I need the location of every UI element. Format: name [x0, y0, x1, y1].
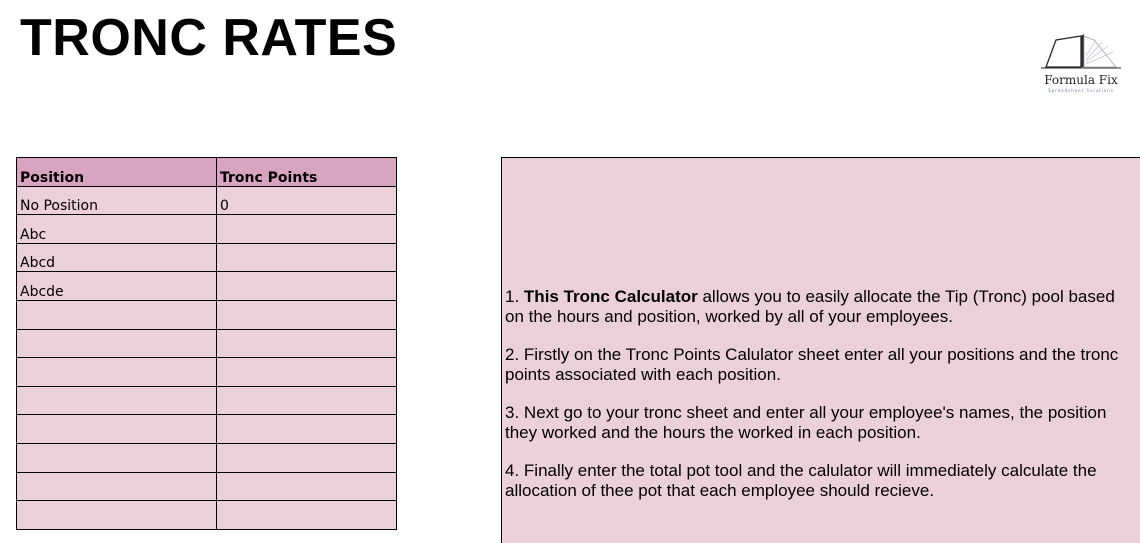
step-text: allows you to easily allocate the Tip (Tronc) pool based on the hours and position, worked by all of your employees.	[505, 287, 1115, 326]
tronc-points-table	[16, 157, 397, 530]
column-header-tronc-points[interactable]: Tronc Points	[217, 158, 397, 187]
page-title: TRONC RATES	[20, 9, 398, 67]
tronc-points-cell[interactable]	[217, 300, 397, 329]
tronc-points-cell[interactable]	[217, 472, 397, 501]
position-cell[interactable]	[17, 300, 217, 329]
table-row	[17, 300, 397, 329]
step-number: 1.	[505, 287, 520, 306]
step-number: 4.	[505, 461, 520, 480]
position-cell[interactable]	[17, 415, 217, 444]
step-text: Next go to your tronc sheet and enter all your employee's names, the position they worked and the hours the worked in each position.	[505, 403, 1107, 442]
instructions-text	[505, 287, 1125, 519]
table-row	[17, 329, 397, 358]
table-row	[17, 386, 397, 415]
table-row	[17, 186, 397, 215]
column-header-position[interactable]: Position	[17, 158, 217, 187]
table-row	[17, 415, 397, 444]
instruction-step-4	[505, 461, 1125, 500]
position-cell[interactable]	[17, 443, 217, 472]
step-text: Firstly on the Tronc Points Calulator sheet enter all your positions and the tronc points associated with each position.	[505, 345, 1119, 384]
table-row	[17, 358, 397, 387]
logo-tagline: Spreadsheet Solutions	[1048, 88, 1114, 93]
instructions-box	[501, 157, 1140, 543]
logo-name: Formula Fix	[1044, 73, 1118, 87]
position-cell[interactable]	[17, 358, 217, 387]
tronc-points-cell[interactable]	[217, 415, 397, 444]
table-row	[17, 472, 397, 501]
tronc-points-cell[interactable]: 0	[217, 186, 397, 215]
instruction-step-1	[505, 287, 1125, 326]
position-cell[interactable]: No Position	[17, 186, 217, 215]
table-header-row	[17, 158, 397, 187]
table-row	[17, 243, 397, 272]
tronc-points-cell[interactable]	[217, 243, 397, 272]
position-cell[interactable]	[17, 386, 217, 415]
instruction-step-2	[505, 345, 1125, 384]
tronc-points-cell[interactable]	[217, 329, 397, 358]
position-cell[interactable]	[17, 472, 217, 501]
table-row	[17, 272, 397, 301]
position-cell[interactable]: Abc	[17, 215, 217, 244]
tronc-points-cell[interactable]	[217, 358, 397, 387]
step-text: Finally enter the total pot tool and the calulator will immediately calculate the allocation of thee pot that each employee should recieve.	[505, 461, 1097, 500]
table-row	[17, 443, 397, 472]
position-cell[interactable]	[17, 329, 217, 358]
tronc-points-cell[interactable]	[217, 386, 397, 415]
step-number: 2.	[505, 345, 520, 364]
position-cell[interactable]: Abcde	[17, 272, 217, 301]
position-cell[interactable]	[17, 501, 217, 530]
position-cell[interactable]: Abcd	[17, 243, 217, 272]
table-row	[17, 215, 397, 244]
formula-fix-logo	[1036, 32, 1126, 98]
step-bold-text: This Tronc Calculator	[523, 287, 698, 306]
book-icon	[1036, 32, 1126, 72]
tronc-points-cell[interactable]	[217, 272, 397, 301]
instruction-step-3	[505, 403, 1125, 442]
tronc-points-cell[interactable]	[217, 443, 397, 472]
tronc-points-cell[interactable]	[217, 501, 397, 530]
table-row	[17, 501, 397, 530]
step-number: 3.	[505, 403, 520, 422]
tronc-points-cell[interactable]	[217, 215, 397, 244]
